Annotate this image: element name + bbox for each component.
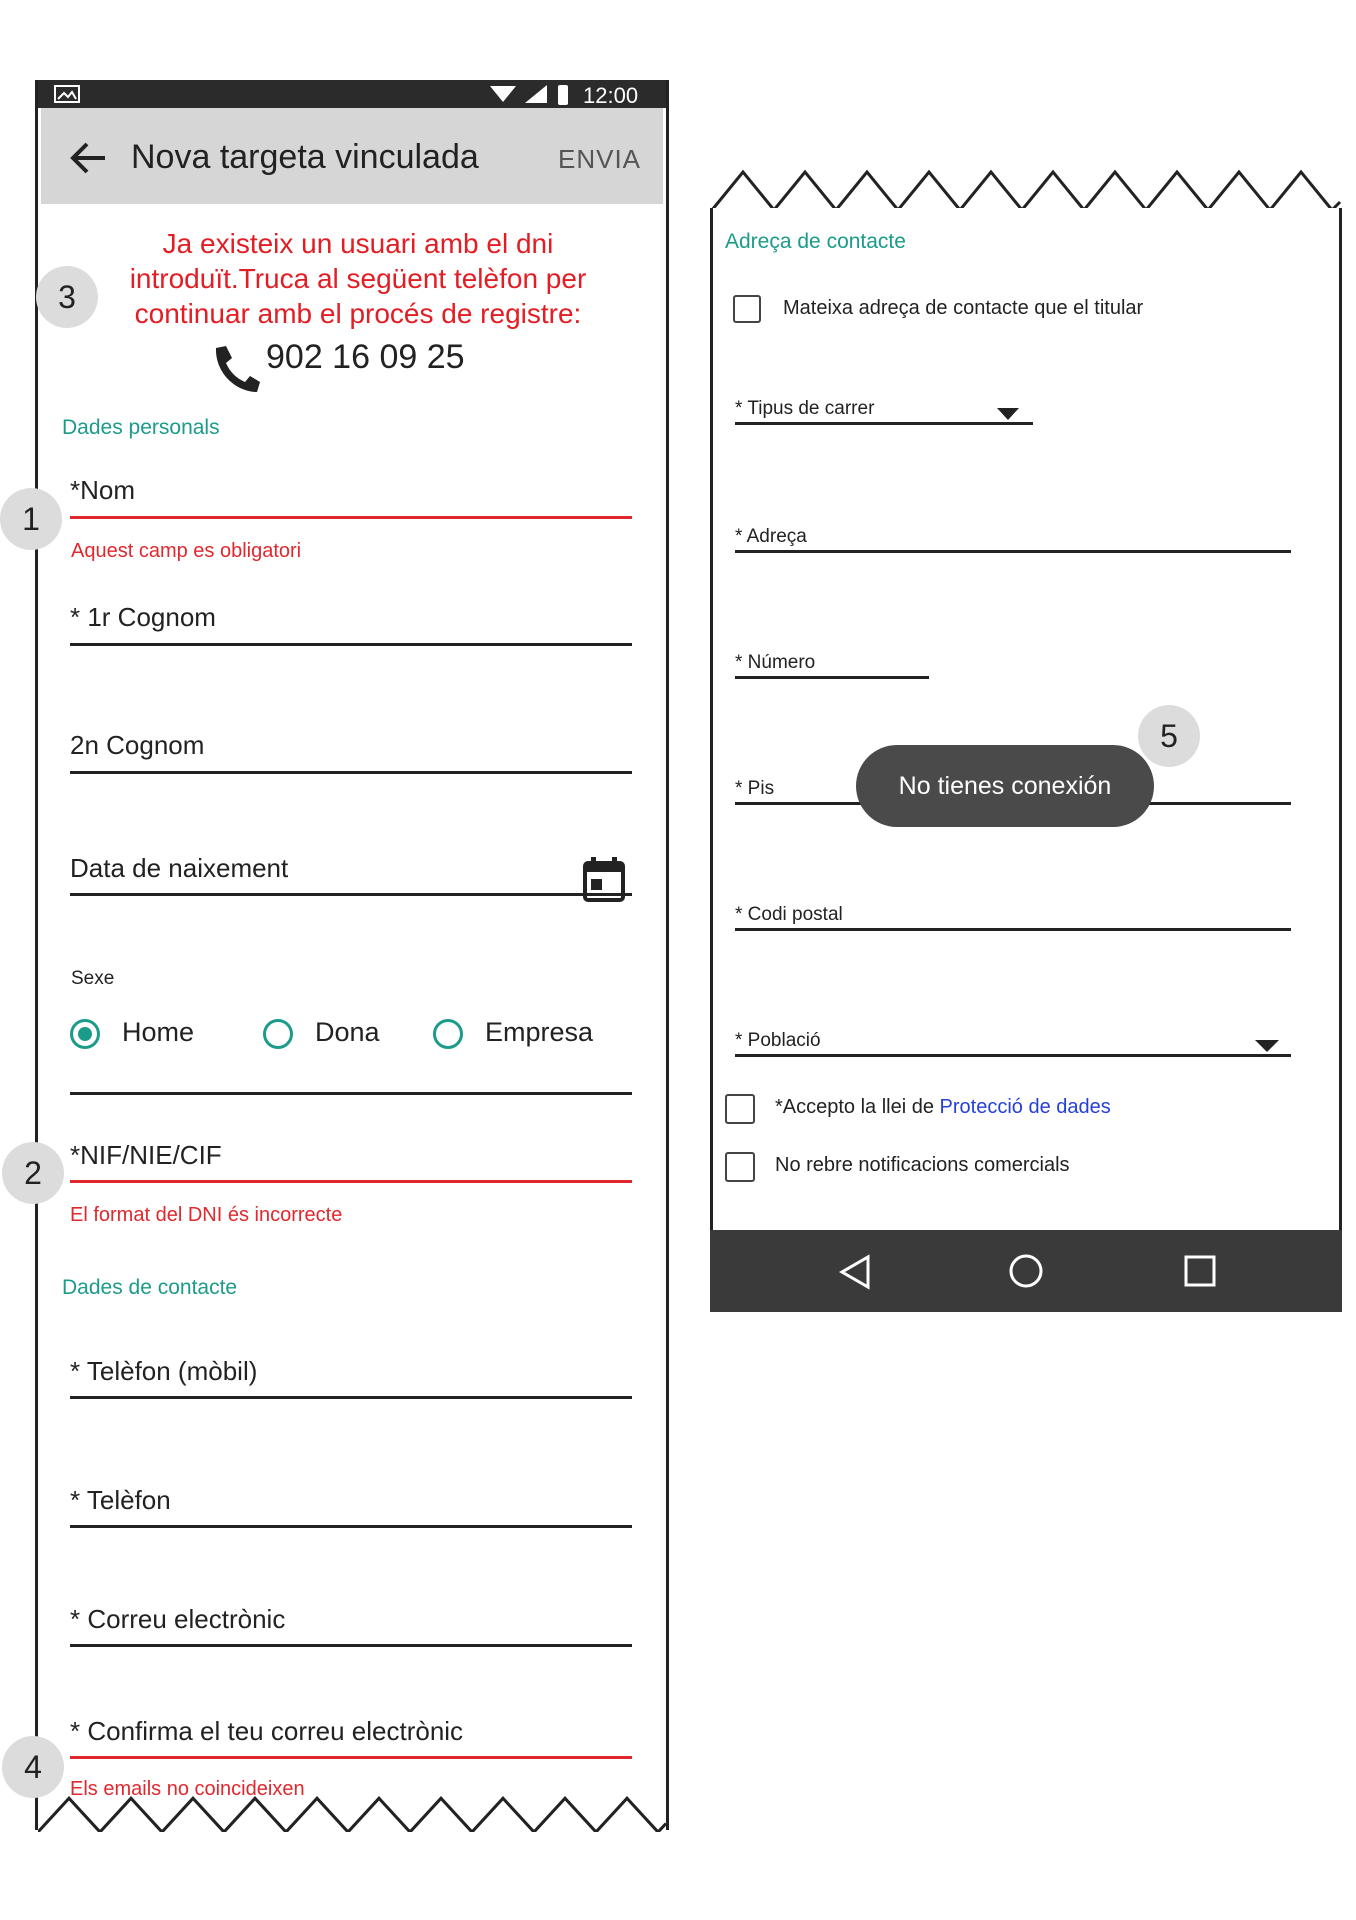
- existing-user-alert: Ja existeix un usuari amb el dni introduït.Truca al següent telèfon per continuar amb el procés de registre:: [129, 228, 587, 329]
- status-bar: [38, 80, 666, 108]
- no-notifications-label: No rebre notificacions comercials: [775, 1154, 1070, 1176]
- email-confirm-field[interactable]: [70, 1716, 632, 1768]
- nif-label: *NIF/NIE/CIF: [70, 1140, 222, 1170]
- nav-home-icon[interactable]: [1008, 1253, 1044, 1289]
- same-address-option[interactable]: [733, 293, 1293, 329]
- annotation-badge-1: 1: [0, 488, 62, 550]
- nif-field[interactable]: [70, 1140, 632, 1192]
- android-nav-bar: [710, 1230, 1342, 1312]
- back-arrow-icon[interactable]: [69, 140, 109, 176]
- email-confirm-label: * Confirma el teu correu electrònic: [70, 1716, 464, 1746]
- annotation-badge-5: 5: [1138, 705, 1200, 767]
- torn-edge-top: [710, 168, 1342, 212]
- mobile-phone-underline: [70, 1396, 632, 1399]
- town-select[interactable]: [735, 1030, 1291, 1066]
- radio-dona-circle[interactable]: [263, 1019, 293, 1049]
- radio-empresa-circle[interactable]: [433, 1019, 463, 1049]
- no-connection-toast: No tienes conexión: [856, 745, 1154, 827]
- section-personal-data: Dades personals: [62, 416, 220, 439]
- radio-home-circle[interactable]: [70, 1019, 100, 1049]
- number-label: * Número: [735, 652, 816, 673]
- town-underline: [735, 1054, 1291, 1057]
- nom-field[interactable]: [70, 475, 632, 527]
- left-phone-screen: [35, 80, 669, 1830]
- postal-code-field[interactable]: [735, 904, 1291, 940]
- annotation-badge-4: 4: [2, 1736, 64, 1798]
- street-type-select[interactable]: [735, 398, 1035, 434]
- birthdate-field[interactable]: [70, 853, 632, 909]
- postal-code-label: * Codi postal: [735, 904, 843, 925]
- nif-underline: [70, 1180, 632, 1183]
- email-label: * Correu electrònic: [70, 1604, 286, 1634]
- status-time: 12:00: [583, 83, 639, 108]
- phone-label: * Telèfon: [70, 1485, 171, 1515]
- radio-empresa[interactable]: [433, 1015, 633, 1057]
- right-phone-screen: [710, 208, 1342, 1310]
- cognom2-label: 2n Cognom: [70, 730, 205, 760]
- annotation-badge-3: 3: [36, 266, 98, 328]
- calendar-icon[interactable]: [582, 857, 626, 903]
- no-notifications-checkbox[interactable]: [725, 1152, 755, 1182]
- phone-underline: [70, 1525, 632, 1528]
- phone-icon: [210, 342, 262, 394]
- number-field[interactable]: [735, 652, 931, 688]
- sex-underline: [70, 1092, 632, 1095]
- mobile-phone-field[interactable]: [70, 1356, 632, 1408]
- image-icon: [54, 85, 80, 103]
- privacy-policy-link[interactable]: Protecció de dades: [939, 1096, 1111, 1118]
- page-title: Nova targeta vinculada: [131, 138, 479, 176]
- email-field[interactable]: [70, 1604, 632, 1656]
- email-underline: [70, 1644, 632, 1647]
- accept-privacy-checkbox[interactable]: [725, 1094, 755, 1124]
- address-field[interactable]: [735, 526, 1291, 562]
- nom-underline: [70, 516, 632, 519]
- annotation-badge-2: 2: [2, 1142, 64, 1204]
- cognom1-underline: [70, 643, 632, 646]
- nav-recents-icon[interactable]: [1184, 1255, 1216, 1287]
- radio-dona[interactable]: [263, 1015, 413, 1057]
- cognom2-underline: [70, 771, 632, 774]
- nif-error: El format del DNI és incorrecte: [70, 1204, 343, 1226]
- accept-privacy-label: [775, 1096, 1111, 1119]
- radio-empresa-label: Empresa: [485, 1017, 594, 1047]
- section-address: Adreça de contacte: [725, 230, 906, 253]
- cognom2-field[interactable]: [70, 730, 632, 782]
- town-label: * Població: [735, 1030, 821, 1051]
- street-type-underline: [735, 422, 1033, 425]
- cognom1-label: * 1r Cognom: [70, 602, 216, 632]
- battery-icon: [556, 82, 570, 106]
- radio-dona-label: Dona: [315, 1017, 380, 1047]
- number-underline: [735, 676, 929, 679]
- app-bar: [41, 108, 663, 204]
- mobile-phone-label: * Telèfon (mòbil): [70, 1356, 258, 1386]
- nom-label: *Nom: [70, 475, 136, 505]
- birthdate-label: Data de naixement: [70, 853, 289, 883]
- torn-edge-bottom: [38, 1792, 666, 1832]
- phone-field[interactable]: [70, 1485, 632, 1537]
- cognom1-field[interactable]: [70, 602, 632, 654]
- dropdown-arrow-icon[interactable]: [1255, 1040, 1279, 1054]
- same-address-checkbox[interactable]: [733, 295, 761, 323]
- wifi-icon: [488, 84, 518, 104]
- floor-label: * Pis: [735, 778, 775, 799]
- nom-error: Aquest camp es obligatori: [71, 540, 302, 562]
- email-confirm-underline: [70, 1756, 632, 1759]
- send-button[interactable]: ENVIA: [558, 144, 642, 174]
- support-phone-number[interactable]: 902 16 09 25: [266, 338, 465, 376]
- birthdate-underline: [70, 893, 632, 896]
- radio-home[interactable]: [70, 1015, 240, 1057]
- signal-icon: [523, 84, 549, 104]
- section-contact-data: Dades de contacte: [62, 1276, 238, 1299]
- postal-code-underline: [735, 928, 1291, 931]
- dropdown-arrow-icon[interactable]: [997, 408, 1019, 422]
- address-underline: [735, 550, 1291, 553]
- email-confirm-error: Els emails no coincideixen: [70, 1778, 305, 1800]
- street-type-label: * Tipus de carrer: [735, 398, 875, 419]
- nav-back-icon[interactable]: [838, 1254, 872, 1290]
- accept-privacy-option[interactable]: [725, 1092, 1295, 1126]
- sex-label: Sexe: [71, 968, 115, 989]
- radio-home-label: Home: [122, 1017, 195, 1047]
- no-notifications-option[interactable]: [725, 1150, 1295, 1184]
- address-label: * Adreça: [735, 526, 807, 547]
- same-address-label: Mateixa adreça de contacte que el titular: [783, 297, 1144, 319]
- accept-privacy-prefix: *Accepto la llei de: [775, 1096, 940, 1118]
